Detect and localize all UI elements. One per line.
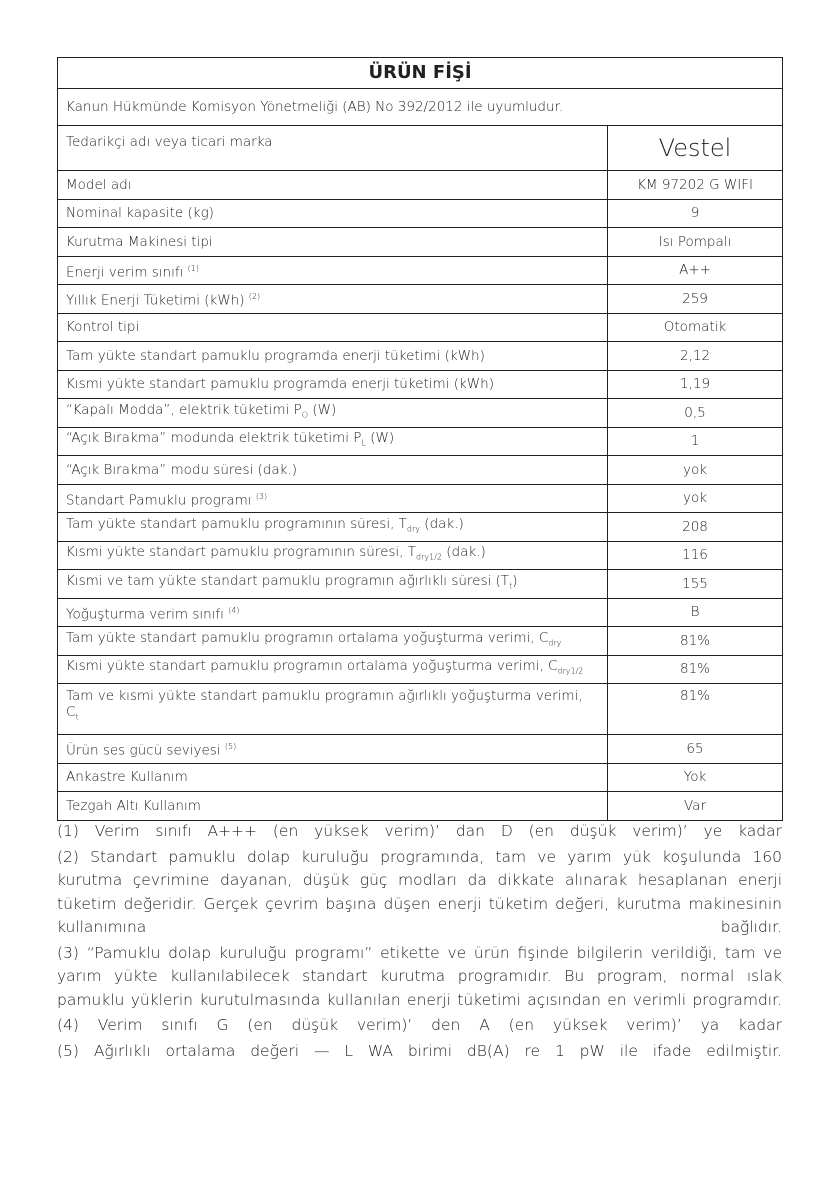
row-label-text: Kurutma Makinesi tipi bbox=[66, 233, 213, 250]
table-row bbox=[58, 427, 783, 456]
table-row bbox=[58, 285, 783, 314]
row-label-text: “Açık Bırakma” modu süresi (dak.) bbox=[66, 461, 298, 478]
sheet-title: ÜRÜN FİŞİ bbox=[58, 58, 783, 89]
title-row bbox=[58, 58, 783, 89]
row-value: Otomatik bbox=[608, 313, 783, 342]
row-label bbox=[58, 735, 608, 764]
footnotes bbox=[57, 820, 782, 1065]
row-label-subscript: t bbox=[75, 712, 79, 722]
row-label-subscript: L bbox=[361, 439, 366, 449]
row-label bbox=[58, 456, 608, 485]
footnote-reference: (4) bbox=[228, 605, 240, 615]
product-sheet bbox=[57, 57, 782, 821]
table-row bbox=[58, 598, 783, 627]
table-row bbox=[58, 171, 783, 200]
footnote-5: (5) Ağırlıklı ortalama değeri — L WA birimi dB(A) re 1 pW ile ifade edilmiştir. bbox=[57, 1041, 782, 1060]
regulation-note: Kanun Hükmünde Komisyon Yönetmeliği (AB) No 392/2012 ile uyumludur. bbox=[58, 89, 783, 126]
table-row bbox=[58, 570, 783, 599]
table-row bbox=[58, 684, 783, 735]
row-label bbox=[58, 570, 608, 599]
row-value: yok bbox=[608, 484, 783, 513]
row-label-subscript: dry bbox=[406, 524, 421, 534]
row-label bbox=[58, 541, 608, 570]
row-label-subscript: dry1/2 bbox=[416, 553, 442, 563]
row-value: yok bbox=[608, 456, 783, 485]
row-value: 9 bbox=[608, 199, 783, 228]
footnote-reference: (5) bbox=[224, 742, 237, 751]
table-row bbox=[58, 627, 783, 656]
row-label-text: Kısmi yükte standart pamuklu programının süresi, T bbox=[66, 544, 417, 561]
row-label bbox=[58, 313, 608, 342]
footnote-2: (2) Standart pamuklu dolap kuruluğu programında, tam ve yarım yük koşulunda 160 kurutma çevrimine dayanan, düşük güç modları da dikkate alınarak hesaplanan enerji tüketim değeridir. Gerçek çevrim başına düşen enerji tüketim değeri, kurutma makinesinin kullanımına bağlıdır. bbox=[57, 847, 782, 936]
row-label-text: “Açık Bırakma” modunda elektrik tüketimi P bbox=[66, 430, 362, 447]
row-label-text: Nominal kapasite (kg) bbox=[66, 205, 214, 222]
row-label-text: Tam yükte standart pamuklu programının süresi, T bbox=[66, 515, 407, 532]
row-label-suffix: (W) bbox=[365, 430, 395, 447]
row-label-subscript: t bbox=[509, 581, 513, 591]
row-label bbox=[58, 427, 608, 456]
row-label-suffix: (dak.) bbox=[420, 515, 464, 532]
row-label bbox=[58, 513, 608, 542]
row-label-text: “Kapalı Modda”, elektrik tüketimi P bbox=[66, 401, 302, 418]
row-label bbox=[58, 285, 608, 314]
row-label-text: Kısmi ve tam yükte standart pamuklu programın ağırlıklı süresi (T bbox=[66, 572, 510, 589]
table-row bbox=[58, 655, 783, 684]
row-label bbox=[58, 655, 608, 684]
row-label-suffix: ) bbox=[512, 572, 518, 589]
table-row bbox=[58, 370, 783, 399]
row-label-subscript: dry bbox=[548, 638, 562, 648]
footnote-4: (4) Verim sınıfı G (en düşük verim)’ den A (en yüksek verim)’ ya kadar bbox=[57, 1016, 782, 1034]
row-value: 81% bbox=[608, 627, 783, 656]
row-value: Var bbox=[608, 792, 783, 821]
row-value: 259 bbox=[608, 285, 783, 314]
table-row bbox=[58, 735, 783, 764]
row-label bbox=[58, 171, 608, 200]
row-label-text: Yoğuşturma verim sınıfı bbox=[66, 606, 224, 622]
row-label-text: Tam yükte standart pamuklu programda enerji tüketimi (kWh) bbox=[66, 347, 485, 364]
row-value: 65 bbox=[608, 735, 783, 764]
row-label bbox=[58, 342, 608, 371]
subtitle-row bbox=[58, 89, 783, 126]
row-label bbox=[58, 199, 608, 228]
footnote-reference: (2) bbox=[248, 292, 261, 301]
footnote-1: (1) Verim sınıfı A+++ (en yüksek verim)’ dan D (en düşük verim)’ ye kadar bbox=[57, 822, 782, 840]
table-row bbox=[58, 313, 783, 342]
table-row bbox=[58, 763, 783, 792]
footnote-3: (3) “Pamuklu dolap kuruluğu programı” etikette ve ürün fişinde bilgilerin verildiği, tam ve yarım yükte kullanılabilecek standart kurutma programıdır. Bu program, normal ıslak pamuklu yüklerin kurutulmasında kullanılan enerji tüketimi açısından en verimli programdır. bbox=[57, 943, 782, 1009]
table-row bbox=[58, 126, 783, 171]
brand-name: Vestel bbox=[608, 126, 783, 171]
row-label bbox=[58, 228, 608, 257]
table-row bbox=[58, 199, 783, 228]
row-value: 1 bbox=[608, 427, 783, 456]
product-info-table bbox=[57, 57, 783, 821]
row-value: B bbox=[608, 598, 783, 627]
table-row bbox=[58, 342, 783, 371]
footnote-reference: (3) bbox=[255, 491, 268, 501]
row-value: 208 bbox=[608, 513, 783, 542]
table-row bbox=[58, 484, 783, 513]
row-label bbox=[58, 126, 608, 171]
footnote-reference: (1) bbox=[187, 263, 200, 273]
row-value: Yok bbox=[608, 763, 783, 792]
row-label-text: Tedarikçi adı veya ticari marka bbox=[66, 134, 273, 150]
row-value: 116 bbox=[608, 541, 783, 570]
row-label-text: Ürün ses gücü seviyesi bbox=[66, 742, 221, 759]
row-value: 155 bbox=[608, 570, 783, 599]
table-row bbox=[58, 256, 783, 285]
row-label-text: Yıllık Enerji Tüketimi (kWh) bbox=[66, 292, 245, 309]
row-label bbox=[58, 763, 608, 792]
row-label-text: Kontrol tipi bbox=[66, 319, 140, 336]
row-label bbox=[58, 598, 608, 627]
row-label bbox=[58, 399, 608, 428]
row-label bbox=[58, 256, 608, 285]
row-value: 2,12 bbox=[608, 342, 783, 371]
row-label bbox=[58, 792, 608, 821]
row-label bbox=[58, 370, 608, 399]
row-value: 0,5 bbox=[608, 399, 783, 428]
row-value: Isı Pompalı bbox=[608, 228, 783, 257]
row-label bbox=[58, 484, 608, 513]
row-label bbox=[58, 684, 608, 735]
table-row bbox=[58, 399, 783, 428]
row-label-subscript: O bbox=[301, 410, 309, 420]
table-row bbox=[58, 541, 783, 570]
row-label-text: Kısmi yükte standart pamuklu programın ortalama yoğuşturma verimi, C bbox=[66, 658, 558, 675]
row-label-text: Model adı bbox=[66, 176, 132, 193]
table-row bbox=[58, 456, 783, 485]
row-label-suffix: (W) bbox=[308, 401, 337, 418]
row-value: 81% bbox=[608, 684, 783, 735]
table-row bbox=[58, 228, 783, 257]
row-label-text: Kısmi yükte standart pamuklu programda enerji tüketimi (kWh) bbox=[66, 376, 494, 393]
table-row bbox=[58, 792, 783, 821]
row-label-text: Tam yükte standart pamuklu programın ortalama yoğuşturma verimi, C bbox=[66, 629, 549, 646]
row-label-text: Ankastre Kullanım bbox=[66, 769, 188, 786]
row-value: A++ bbox=[608, 256, 783, 285]
row-value: 81% bbox=[608, 655, 783, 684]
row-value: 1,19 bbox=[608, 370, 783, 399]
row-value: KM 97202 G WIFI bbox=[608, 171, 783, 200]
row-label-text: Tezgah Altı Kullanım bbox=[66, 797, 201, 814]
row-label-text: Standart Pamuklu programı bbox=[66, 492, 252, 508]
row-label bbox=[58, 627, 608, 656]
row-label-text: Enerji verim sınıfı bbox=[66, 264, 184, 280]
row-label-suffix: (dak.) bbox=[442, 544, 486, 561]
row-label-text: Tam ve kısmi yükte standart pamuklu programın ağırlıklı yoğuşturma verimi, C bbox=[66, 688, 583, 720]
table-row bbox=[58, 513, 783, 542]
row-label-subscript: dry1/2 bbox=[557, 667, 584, 677]
